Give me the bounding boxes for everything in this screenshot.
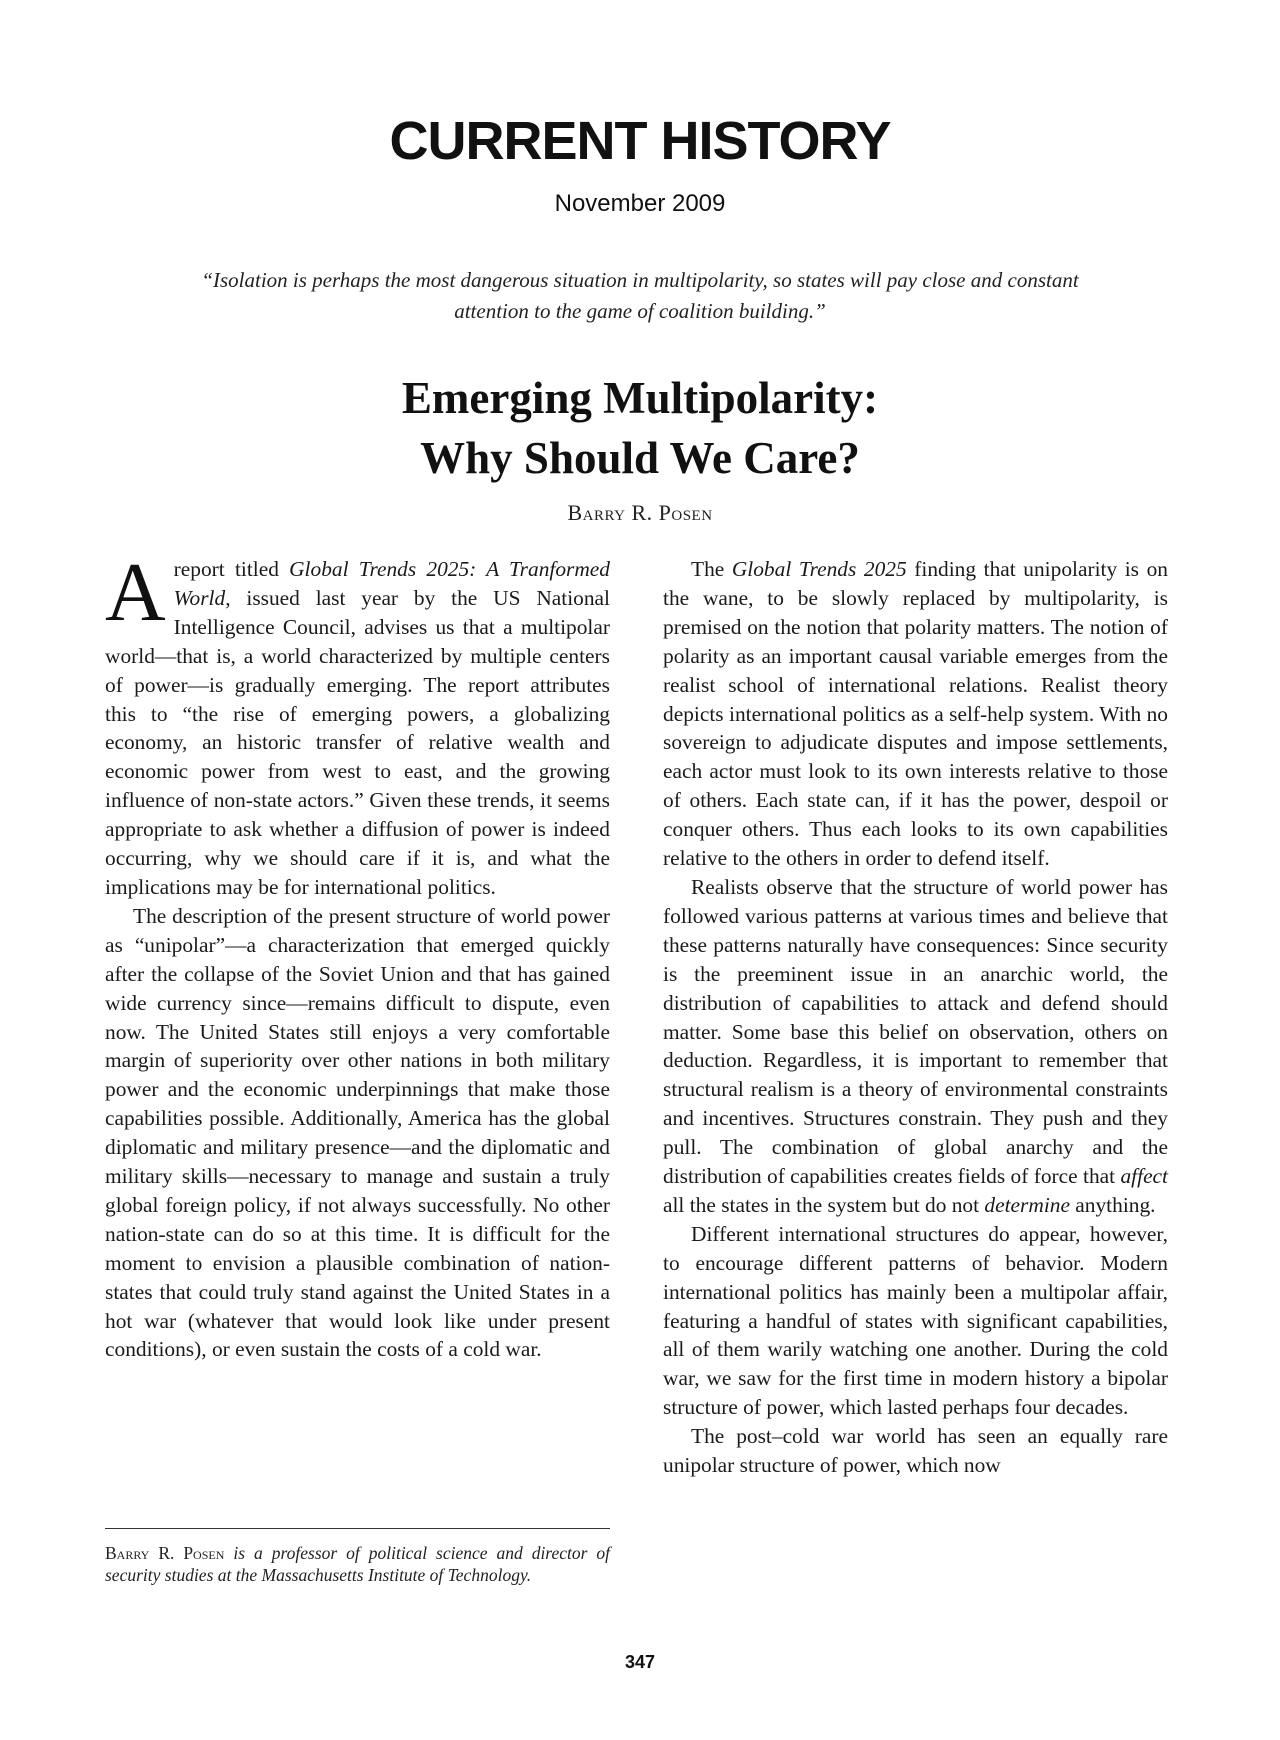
text-run: report titled — [173, 557, 290, 581]
text-run: National Intelligence Council, advises us that a multipolar world—that is, a world characterized by multiple centers of power—is gradually emerging. The report attributes this to “the rise of emerging powers, a globalizing economy, an historic transfer of relative wealth and economic power from west to east, and the growing influence of non-state actors.” Given these trends, it seems appropriate to ask whether a diffusion of power is indeed occurring, why we should care if it is, and what the implications may be for international politics. — [105, 585, 610, 899]
body-paragraph — [663, 555, 1168, 873]
article-title — [0, 368, 1280, 488]
article-title-line-1: Emerging Multipolarity: — [401, 373, 879, 423]
text-run: anything. — [1069, 1192, 1156, 1217]
footnote-text: is a professor of political science and director of security studies at the Massachusetts Institute of Technology. — [105, 1543, 611, 1585]
footnote-author-name: Barry R. Posen — [105, 1543, 225, 1563]
body-paragraph: The description of the present structure of world power as “unipolar”—a characterization that emerged quickly after the collapse of the Soviet Union and that has gained wide currency since—remains difficult to dispute, even now. The United States still enjoys a very comfortable margin of superiority over other nations in both military power and the economic underpinnings that make those capabilities possible. Additionally, America has the global diplomatic and military presence—and the diplomatic and military skills—necessary to manage and sustain a truly global foreign policy, if not always successfully. No other nation-state can do so at this time. It is difficult for the moment to envision a plausible combination of nation-states that could truly stand against the United States in a hot war (whatever that would look like under present conditions), or even sustain the costs of a cold war. — [105, 903, 610, 1362]
author-footnote — [105, 1542, 610, 1586]
article-title-line-2: Why Should We Care? — [420, 433, 860, 483]
text-run: all the states in the system but do not — [663, 1192, 985, 1217]
pull-quote: “Isolation is perhaps the most dangerous situation in multipolarity, so states will pay close and constant attention to the game of coalition building.” — [201, 268, 1079, 323]
us-abbreviation: US — [493, 585, 521, 610]
footnote-divider — [105, 1528, 610, 1529]
text-run: finding that unipolarity is on the wane, to be slowly replaced by multipolarity, is premised on the notion that polarity matters. The notion of polarity as an important causal variable emerges from the realist school of international relations. Realist theory depicts international politics as a self-help system. With no sovereign to adjudicate disputes and impose settlements, each actor must look to its own interests relative to those of others. Each state can, if it has the power, despoil or conquer others. Thus each looks to its own capabilities relative to the others in order to defend itself. — [663, 557, 1168, 871]
author-byline: Barry R. Posen — [567, 500, 713, 525]
report-title: Global Trends 2025 — [731, 557, 907, 581]
text-run: , issued last year by the — [225, 585, 494, 610]
text-run: Realists observe that the structure of world power has followed various patterns at various times and believe that these patterns naturally have consequences: Since security is the preeminent issue in an anarchic world, the distribution of capabilities to attack and defend should matter. Some base this belief on observation, others on deduction. Regardless, it is important to remember that structural realism is a theory of environmental constraints and incentives. Structures constrain. They push and they pull. The combination of global anarchy and the distribution of capabilities creates fields of force that — [663, 874, 1168, 1189]
drop-cap: A — [105, 546, 166, 639]
text-run: The — [691, 557, 732, 581]
left-column — [105, 546, 610, 1364]
issue-date: November 2009 — [554, 190, 726, 217]
emphasis: affect — [1120, 1164, 1168, 1189]
report-title: Global Trends 2025: A Tranformed World — [173, 557, 610, 610]
body-paragraph — [105, 546, 610, 902]
body-paragraph: The post–cold war world has seen an equally rare unipolar structure of power, which now — [663, 1424, 1168, 1478]
body-paragraph — [663, 873, 1168, 1220]
right-column — [663, 555, 1168, 1480]
page-number: 347 — [624, 1652, 656, 1672]
journal-masthead: CURRENT HISTORY — [389, 111, 891, 171]
emphasis: determine — [984, 1192, 1070, 1217]
body-paragraph: Different international structures do appear, however, to encourage different patterns of behavior. Modern international politics has mainly been a multipolar affair, featuring a handful of states with significant capabilities, all of them warily watching one another. During the cold war, we saw for the first time in modern history a bipolar structure of power, which lasted perhaps four decades. — [663, 1221, 1168, 1420]
